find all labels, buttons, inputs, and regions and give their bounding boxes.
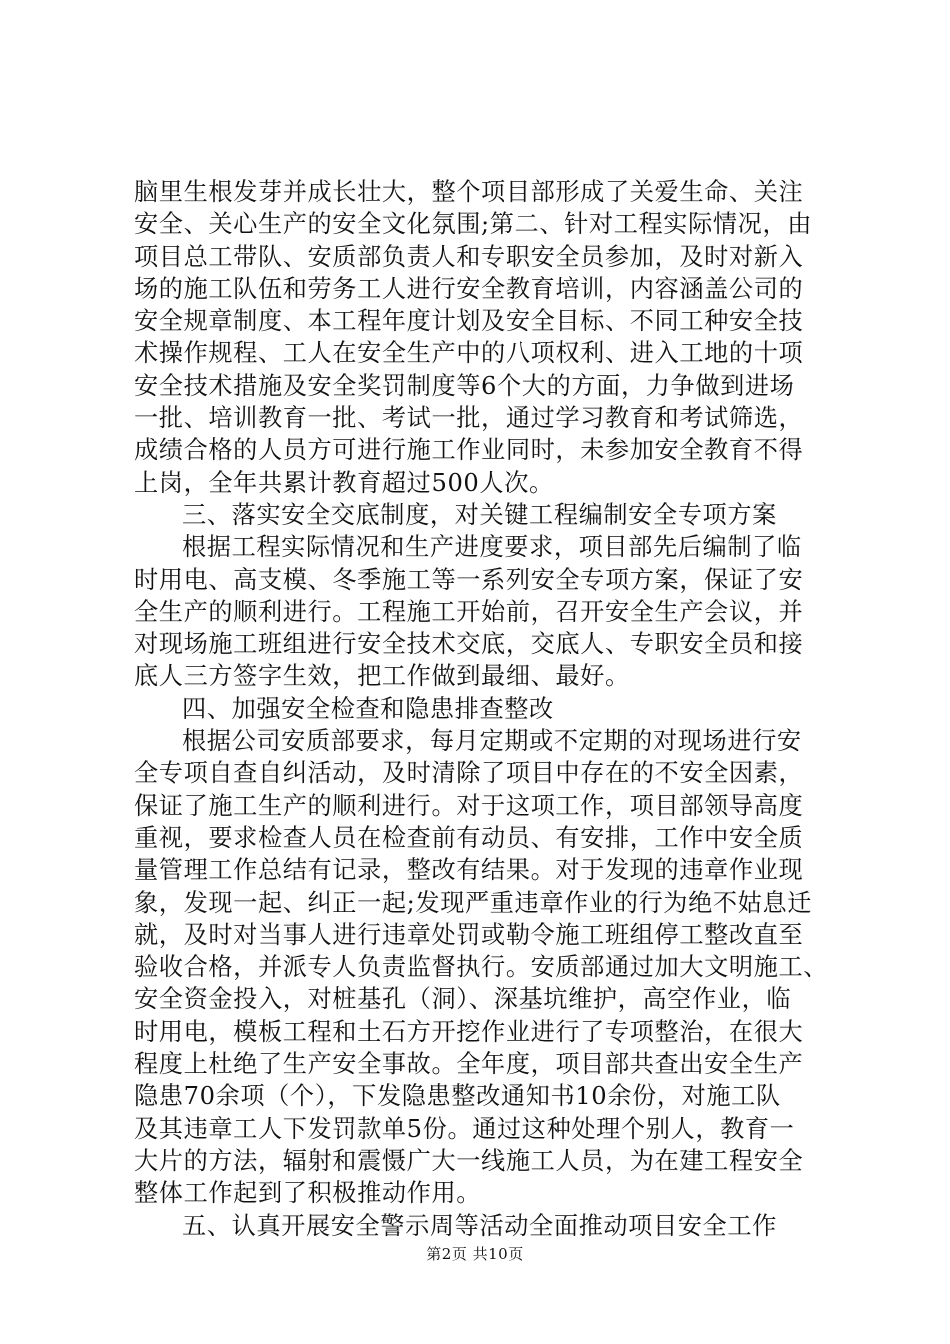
document-body: [134, 176, 834, 1242]
text-line: 及其违章工人下发罚款单5份。通过这种处理个别人，教育一: [134, 1114, 795, 1143]
text-line: 整体工作起到了积极推动作用。: [134, 1179, 482, 1208]
text-line: 根据工程实际情况和生产进度要求，项目部先后编制了临: [182, 533, 802, 562]
text-line: 全生产的顺利进行。工程施工开始前，召开安全生产会议，并: [134, 597, 804, 626]
text-line: 术操作规程、工人在安全生产中的八项权利、进入工地的十项: [134, 339, 804, 368]
text-line: 安全规章制度、本工程年度计划及安全目标、不同工种安全技: [134, 307, 804, 336]
page-footer: 第2页 共10页: [426, 1245, 524, 1263]
text-line: 时用电、高支模、冬季施工等一系列安全专项方案，保证了安: [134, 565, 804, 594]
text-line: 象，发现一起、纠正一起;发现严重违章作业的行为绝不姑息迁: [134, 888, 813, 917]
text-line: 场的施工队伍和劳务工人进行安全教育培训，内容涵盖公司的: [134, 274, 804, 303]
text-line: 安全、关心生产的安全文化氛围;第二、针对工程实际情况，由: [134, 210, 813, 239]
text-line: 安全技术措施及安全奖罚制度等6个大的方面，力争做到进场: [134, 371, 795, 400]
text-line: 一批、培训教育一批、考试一批，通过学习教育和考试筛选，: [134, 404, 804, 433]
text-line: 程度上杜绝了生产安全事故。全年度，项目部共查出安全生产: [134, 1050, 804, 1079]
text-line: 保证了施工生产的顺利进行。对于这项工作，项目部领导高度: [134, 791, 804, 820]
text-line: 成绩合格的人员方可进行施工作业同时，未参加安全教育不得: [134, 436, 804, 465]
text-line: 对现场施工班组进行安全技术交底，交底人、专职安全员和接: [134, 630, 804, 659]
text-line: 全专项自查自纠活动，及时清除了项目中存在的不安全因素，: [134, 759, 804, 788]
text-line: 大片的方法，辐射和震慑广大一线施工人员，为在建工程安全: [134, 1146, 804, 1175]
text-line: 重视，要求检查人员在检查前有动员、有安排，工作中安全质: [134, 823, 804, 852]
text-line: 脑里生根发芽并成长壮大，整个项目部形成了关爱生命、关注: [134, 178, 804, 206]
text-line: 隐患70余项（个），下发隐患整改通知书10余份，对施工队: [134, 1082, 781, 1111]
text-line: 量管理工作总结有记录，整改有结果。对于发现的违章作业现: [134, 856, 804, 885]
text-line: 四、加强安全检查和隐患排查整改: [182, 694, 554, 723]
text-line: 项目总工带队、安质部负责人和专职安全员参加，及时对新入: [134, 242, 804, 271]
text-line: 验收合格，并派专人负责监督执行。安质部通过加大文明施工、: [134, 953, 829, 982]
text-line: 根据公司安质部要求，每月定期或不定期的对现场进行安: [182, 727, 802, 756]
text-line: 上岗，全年共累计教育超过500人次。: [134, 468, 554, 497]
text-line: 安全资金投入，对桩基孔（洞）、深基坑维护，高空作业，临: [134, 985, 792, 1014]
text-line: 就，及时对当事人进行违章处罚或勒令施工班组停工整改直至: [134, 920, 804, 949]
text-line: 底人三方签字生效，把工作做到最细、最好。: [134, 662, 630, 691]
text-line: 三、落实安全交底制度，对关键工程编制安全专项方案: [182, 500, 777, 529]
text-line: 五、认真开展安全警示周等活动全面推动项目安全工作: [182, 1211, 777, 1240]
text-line: 时用电，模板工程和土石方开挖作业进行了专项整治，在很大: [134, 1017, 804, 1046]
